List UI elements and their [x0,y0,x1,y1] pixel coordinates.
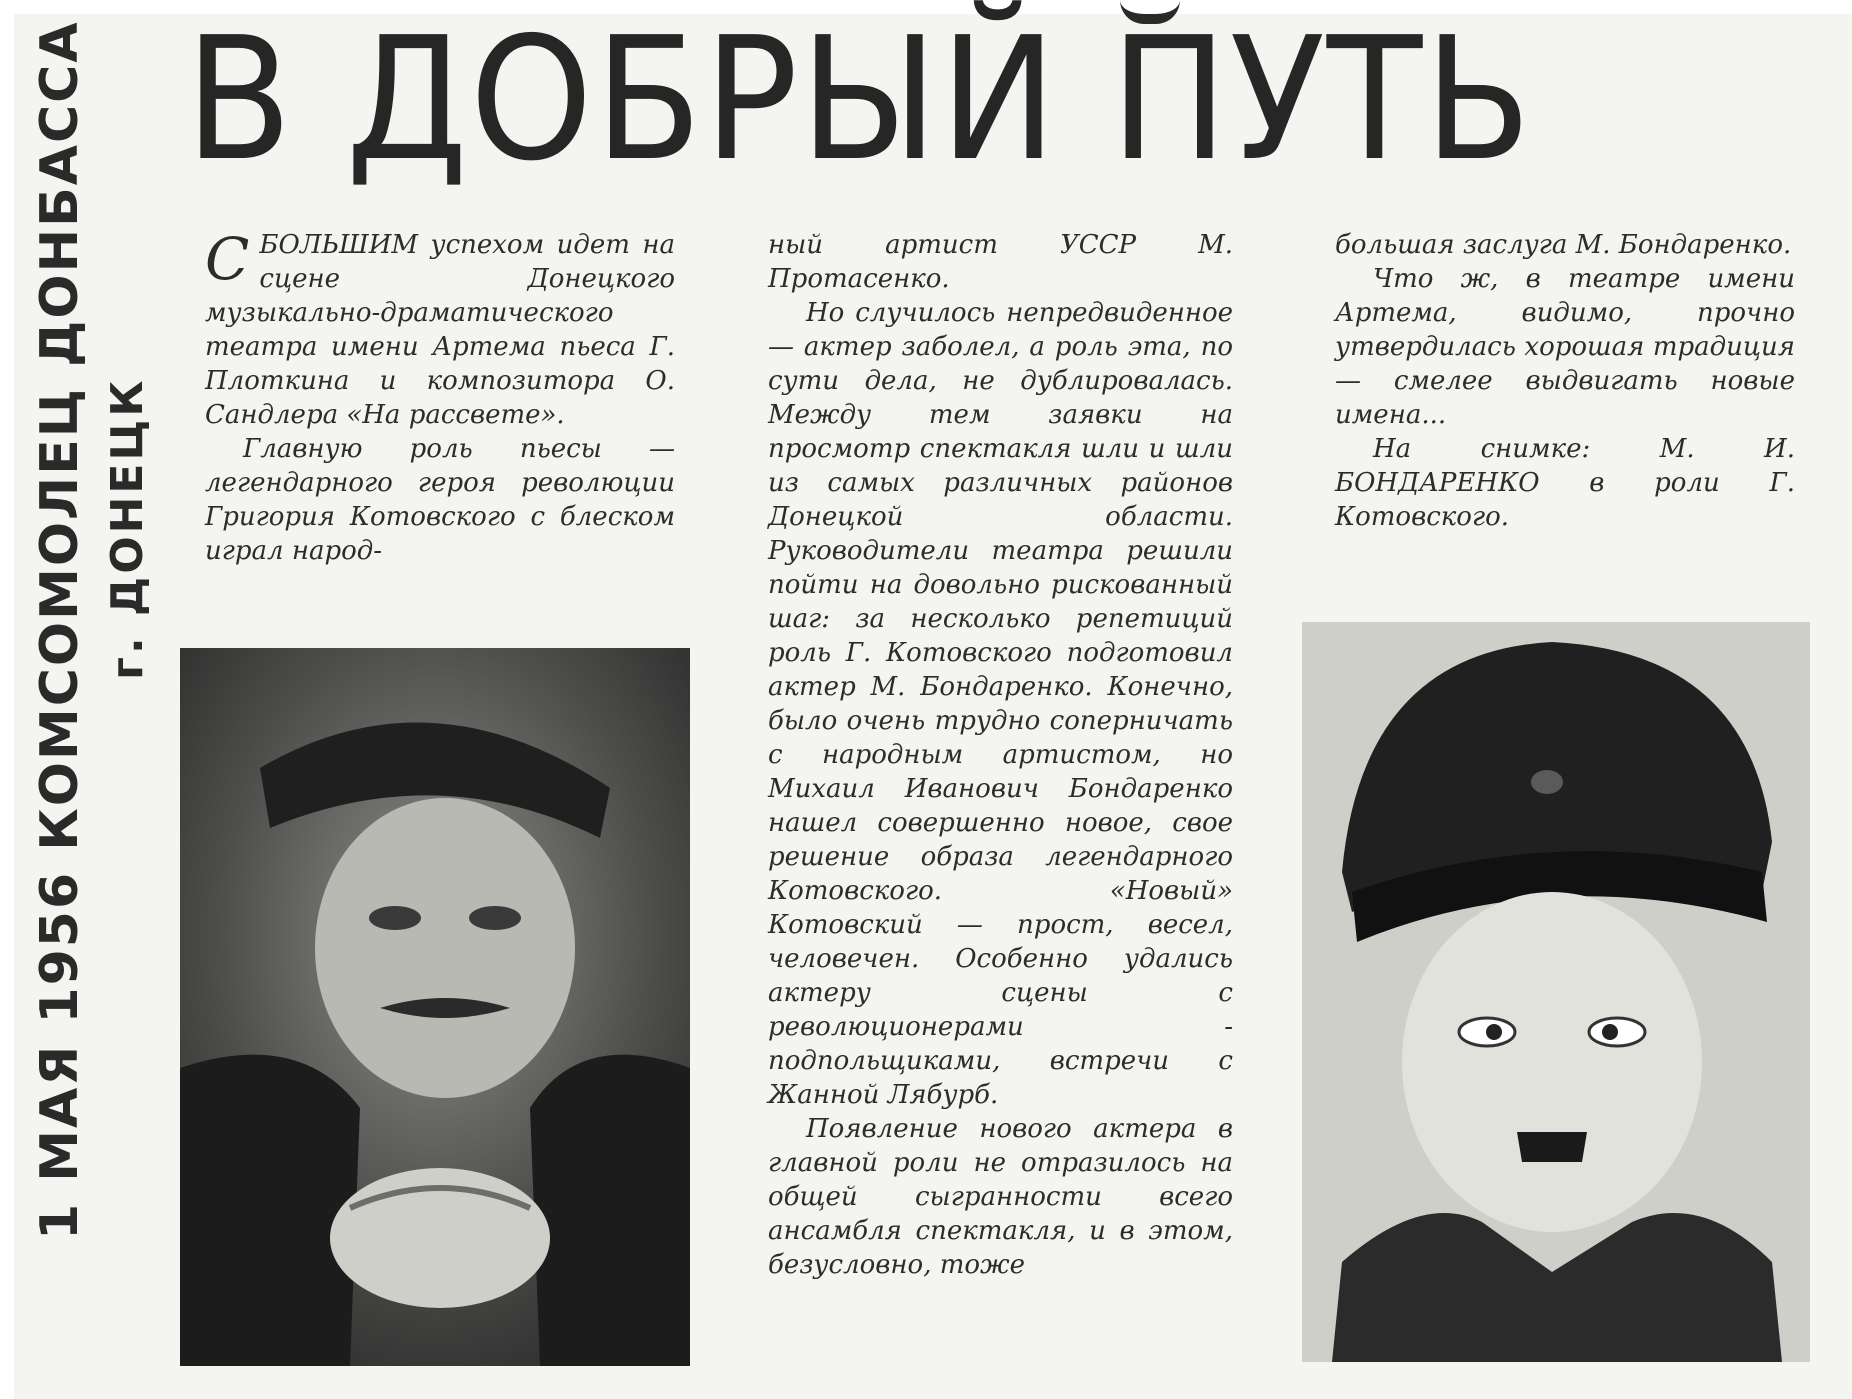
article-column-3 [1335,228,1795,588]
photo-image [1302,622,1810,1362]
paragraph-text: БОЛЬШИМ успехом идет на сцене Донецкого музыкально-драматического театра имени Артема пьеса Г. Плоткина и композитора О. Сандлера «На рассвете». [205,230,675,430]
stamp-city: г. ДОНЕЦК [102,377,153,680]
paragraph: Но случилось непредвиденное — актер заболел, а роль эта, по сути дела, не дублировалась. Между тем заявки на просмотр спектакля шли и шли из самых различных районов Донецкой области. Руководители театра решили пойти на довольно рискованный шаг: за несколько репетиций роль Г. Котовского подготовил актер М. Бондаренко. Конечно, было очень трудно соперничать с народным артистом, но Михаил Иванович Бондаренко нашел совершенно новое, свое решение образа легендарного Котовского. «Новый» Котовский — прост, весел, человечен. Особенно удались актеру сцены с революционерами - подпольщиками, встречи с Жанной Лябурб. [768,298,1233,1110]
photo-caption: На снимке: М. И. БОНДАРЕНКО в роли Г. Котовского. [1335,434,1795,532]
paragraph: большая заслуга М. Бондаренко. [1335,230,1792,260]
article-column-2 [768,228,1233,1388]
paper-edge-left [0,0,14,1399]
date-stamp [30,20,160,1240]
paragraph: Что ж, в театре имени Артема, видимо, прочно утвердилась хорошая традиция — смелее выдвигать новые имена... [1335,264,1795,430]
paragraph: Появление нового актера в главной роли не отразилось на общей сыгранности всего ансамбля спектакля, и в этом, безусловно, тоже [768,1114,1233,1280]
stamp-date-newspaper: 1 МАЯ 1956 КОМСОМОЛЕЦ ДОНБАССА [30,20,90,1240]
photo-bondarenko [1302,622,1810,1362]
paragraph: ный артист УССР М. Протасенко. [768,230,1233,294]
drop-cap: С [205,225,250,293]
paragraph [205,225,675,432]
photo-image [180,648,690,1366]
headline: В ДОБРЫЙ ПУТЬ [185,1,1534,199]
article-column-1 [205,225,675,618]
photo-kotovsky-protasenko [180,648,690,1366]
paragraph: Главную роль пьесы — легендарного героя революции Григория Котовского с блеском играл народ- [205,434,675,566]
